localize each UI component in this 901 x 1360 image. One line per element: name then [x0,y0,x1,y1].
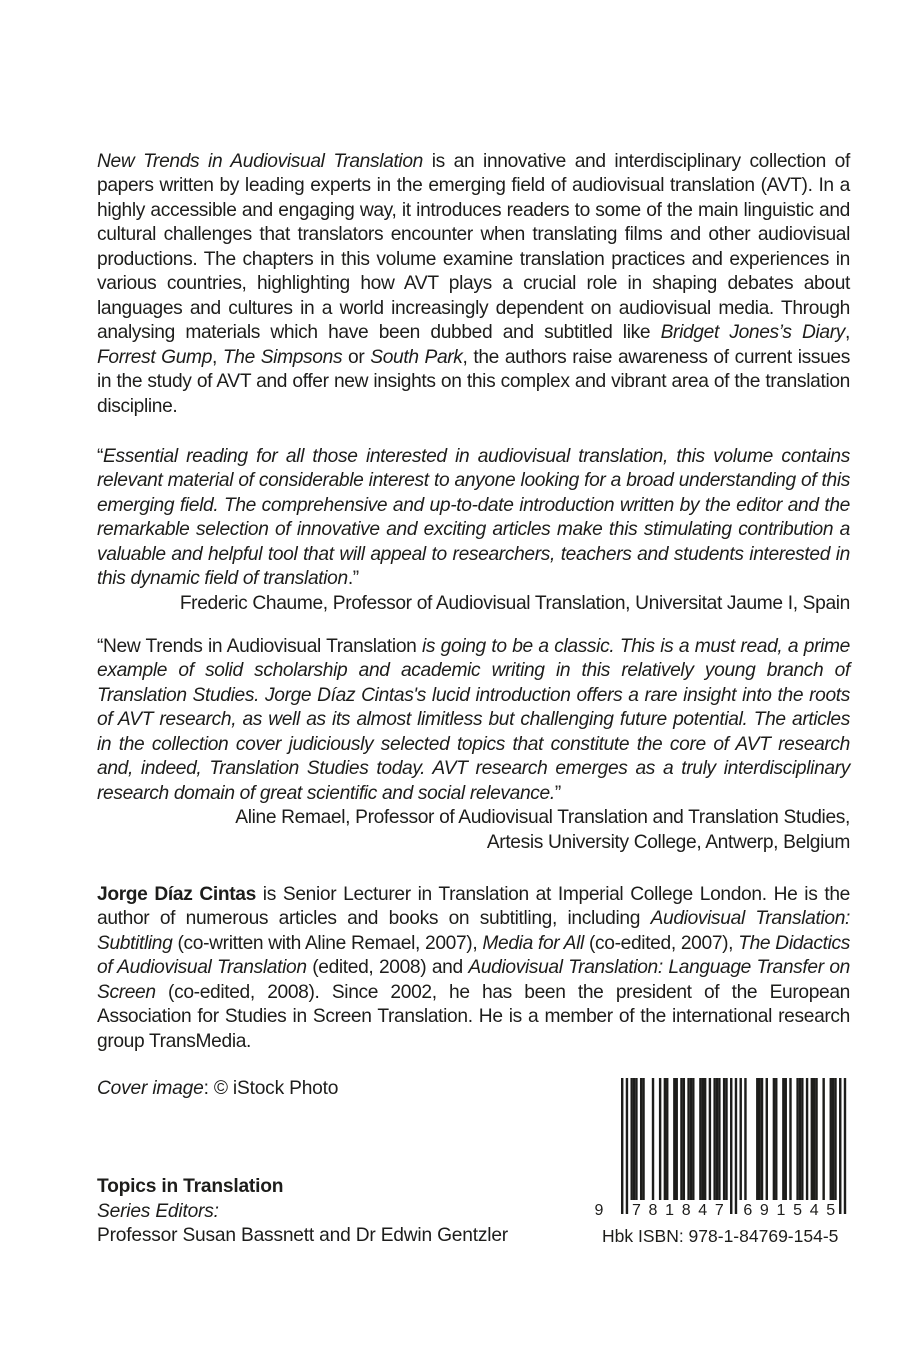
cover-credit [97,1077,338,1101]
italic-text: New Trends in Audiovisual Translation [97,151,423,172]
book-description [97,150,850,419]
series-info [97,1175,508,1249]
italic-text: The Simpsons [222,346,343,368]
barcode-digit: 8 [648,1202,658,1219]
text-run: (co-edited, 2007), [583,932,739,954]
barcode-bar [766,1078,768,1200]
text-run: , the authors raise awareness of current issues in the study of AVT and offer new insights on this complex and vibrant area of the translation discipline. [97,346,850,417]
text-run: or [342,346,371,368]
barcode-bar [782,1078,784,1200]
barcode-bar [758,1078,760,1200]
barcode-bar [744,1078,746,1200]
barcode-bar [676,1078,678,1200]
text-run: .” [347,568,359,590]
barcode-bar [709,1078,711,1200]
barcode-bar [735,1078,737,1214]
bio-paragraph [97,883,850,1054]
barcode-digit: 7 [714,1202,724,1219]
barcode-bar [704,1078,706,1200]
barcode-bar [806,1078,808,1200]
barcode-bar [813,1078,815,1200]
barcode-bar [756,1078,758,1200]
endorsement-quote [97,445,850,592]
barcode-bar [834,1078,836,1200]
barcode-bar [789,1078,791,1200]
barcode-bar [664,1078,666,1200]
barcode-bar [680,1078,682,1200]
barcode-bar [666,1078,668,1200]
barcode-bar [640,1078,642,1200]
barcode-bar [621,1078,623,1214]
barcode-bar [839,1078,841,1214]
barcode-bar [773,1078,775,1200]
text-run: is Senior Lecturer in Translation at Imperial College London. He is the author of numerous articles and books on subtitling, including [97,884,850,930]
barcode-graphic [590,1076,860,1226]
barcode-bar [830,1078,832,1200]
barcode-bar [718,1078,720,1200]
barcode-bar [673,1078,675,1200]
barcode-bar [799,1078,801,1200]
barcode-bar [723,1078,725,1200]
barcode-bar [659,1078,661,1200]
isbn-barcode [590,1076,860,1246]
barcode-bar [652,1078,654,1200]
endorsement-attribution: Frederic Chaume, Professor of Audiovisual Translation, Universitat Jaume I, Spain [179,592,850,614]
italic-text: South Park [370,346,463,368]
barcode-bar [740,1078,742,1200]
barcode-bar [633,1078,635,1200]
barcode-bar [811,1078,813,1200]
description-paragraph [97,150,850,419]
barcode-digit: 9 [594,1202,604,1219]
endorsement-attribution-line: Artesis University College, Antwerp, Belgium [486,831,850,853]
endorsement-chaume [97,445,850,616]
barcode-bar [690,1078,692,1200]
italic-text: Forrest Gump [97,346,213,368]
italic-text: Bridget Jones’s Diary [660,322,846,344]
barcode-digit: 9 [759,1202,769,1219]
barcode-bar [687,1078,689,1200]
barcode-bar [775,1078,777,1200]
author-bio [97,883,850,1054]
text-run: , [212,346,223,368]
italic-text: Essential reading for all those interested in audiovisual translation, this volume contains relevant material of considerable interest to anyone looking for a broad understanding of this emerging field. The comprehensive and up-to-date introduction written by the editor and the remarkable selection of innovative and exciting articles make this stimulating contribution a valuable and helpful tool that will appeal to researchers, teachers and students interested in this dynamic field of translation [97,446,850,590]
text-run: , [845,322,850,344]
text-run: “New Trends in Audiovisual Translation [97,636,422,657]
barcode-digit: 1 [665,1202,675,1219]
barcode-digit: 6 [743,1202,753,1219]
barcode-bar [702,1078,704,1200]
cover-credit-label: Cover image [97,1078,204,1099]
endorsement-attribution-line: Aline Remael, Professor of Audiovisual Translation and Translation Studies, [235,807,850,829]
barcode-bar [761,1078,763,1200]
text-run: (co-edited, 2008). Since 2002, he has been the president of the European Association for Studies in Screen Translation. He is a member of the international research group TransMedia. [97,981,850,1052]
series-editors: Professor Susan Bassnett and Dr Edwin Gentzler [97,1225,508,1246]
barcode-bar [815,1078,817,1200]
text-run: (edited, 2008) and [306,957,469,979]
italic-text: Audiovisual Translation: Subtitling [97,908,850,954]
endorsement-quote [97,635,850,806]
endorsement-remael [97,635,850,855]
barcode-bar [801,1078,803,1200]
barcode-bar [785,1078,787,1200]
barcode-digit: 7 [631,1202,641,1219]
text-run: is an innovative and interdisciplinary collection of papers written by leading experts in the emerging field of audiovisual translation (AVT). In a highly accessible and engaging way, it introduces readers to some of the main linguistic and cultural challenges that translators encounter when translating films and other audiovisual productions. The chapters in this volume examine translation practices and experiences in various countries, highlighting how AVT plays a crucial role in shaping debates about languages and cultures in a world increasingly dependent on audiovisual media. Through analysing materials which have been dubbed and subtitled like [97,151,850,344]
barcode-bar [725,1078,727,1200]
barcode-bar [716,1078,718,1200]
barcode-bar [692,1078,694,1200]
italic-text: Audiovisual Translation: Language Transfer on Screen [97,957,850,1003]
barcode-digit: 4 [809,1202,819,1219]
text-run: (co-written with Aline Remael, 2007), [172,932,483,954]
barcode-digit: 8 [681,1202,691,1219]
bold-text: Jorge Díaz Cintas [97,884,256,905]
italic-text: is going to be a classic. This is a must read, a prime example of solid scholarship and academic writing in this relatively young branch of Translation Studies. Jorge Díaz Cintas's lucid introduction offers a rare insight into the roots of AVT research, as well as its almost limitless but challenging future potential. The articles in the collection cover judiciously selected topics that constitute the core of AVT research and, indeed, Translation Studies today. AVT research emerges as a truly interdisciplinary research domain of great scientific and social relevance. [97,636,850,804]
italic-text: The Didactics of Audiovisual Translation [97,932,850,979]
barcode-digit: 4 [698,1202,708,1219]
barcode-bar [822,1078,824,1200]
barcode-bar [683,1078,685,1200]
barcode-bar [635,1078,637,1200]
barcode-bar [832,1078,834,1200]
series-editors-label: Series Editors: [97,1200,219,1222]
barcode-bar [626,1078,628,1214]
italic-text: Media for All [482,932,584,954]
barcode-digit: 5 [826,1202,836,1219]
barcode-bar [630,1078,632,1200]
barcode-bar [796,1078,798,1200]
barcode-digit: 5 [793,1202,803,1219]
text-run: ” [554,782,561,804]
barcode-bar [730,1078,732,1214]
barcode-bar [713,1078,715,1200]
barcode-bar [844,1078,846,1214]
cover-credit-text: : © iStock Photo [203,1078,339,1099]
isbn-label: Hbk ISBN: 978-1-84769-154-5 [602,1226,839,1246]
text-run: “ [97,446,104,467]
barcode-bar [699,1078,701,1200]
barcode-bar [642,1078,644,1200]
series-title: Topics in Translation [97,1176,284,1197]
barcode-digit: 1 [776,1202,786,1219]
